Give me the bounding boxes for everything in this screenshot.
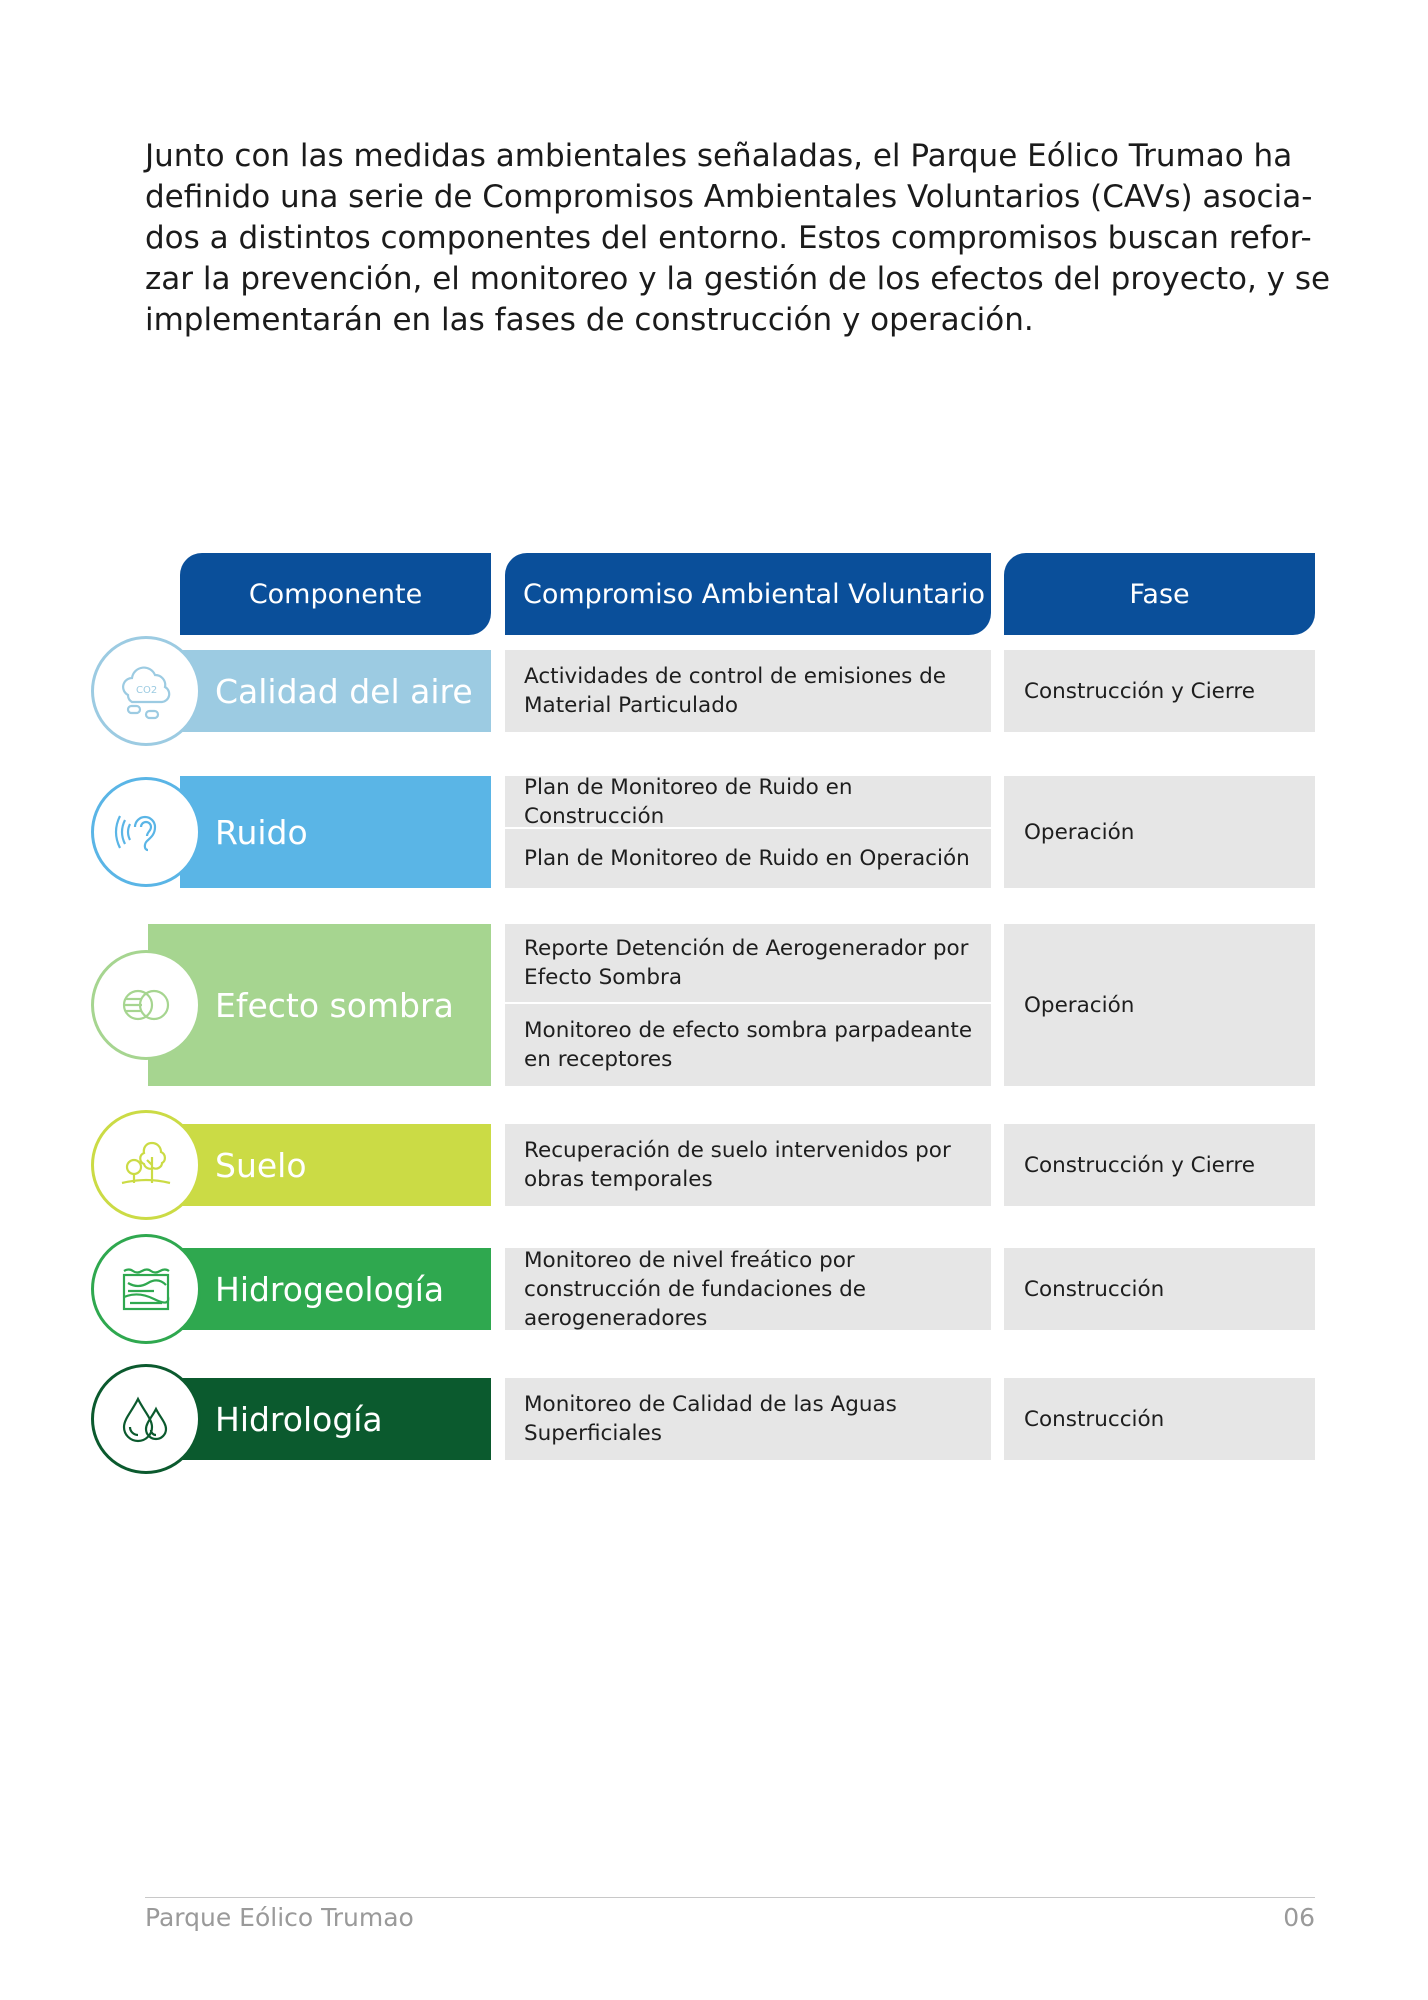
component-label: Hidrología — [215, 1399, 383, 1439]
page-number: 06 — [1283, 1903, 1315, 1932]
intro-line: implementarán en las fases de construcción y operación. — [145, 302, 1034, 338]
intro-line: zar la prevención, el monitoreo y la gestión de los efectos del proyecto, y se — [145, 261, 1331, 297]
shadow-flicker-icon — [91, 950, 201, 1060]
compromiso-cell: Reporte Detención de Aerogenerador por Efecto Sombra — [505, 924, 991, 1002]
fase-cell: Operación — [1004, 924, 1315, 1086]
groundwater-layers-icon — [91, 1234, 201, 1344]
component-label: Efecto sombra — [215, 985, 454, 1025]
svg-text:CO2: CO2 — [136, 685, 158, 696]
water-drops-icon — [91, 1364, 201, 1474]
header-compromiso: Compromiso Ambiental Voluntario — [505, 553, 991, 635]
fase-cell: Construcción y Cierre — [1004, 1124, 1315, 1206]
intro-line: Junto con las medidas ambientales señaladas, el Parque Eólico Trumao ha — [145, 138, 1293, 174]
co2-cloud-icon — [91, 636, 201, 746]
footer-title: Parque Eólico Trumao — [145, 1903, 414, 1932]
intro-line: definido una serie de Compromisos Ambientales Voluntarios (CAVs) asocia- — [145, 179, 1313, 215]
fase-cell: Construcción — [1004, 1248, 1315, 1330]
compromiso-cell: Monitoreo de Calidad de las Aguas Superficiales — [505, 1378, 991, 1460]
compromiso-cell: Monitoreo de nivel freático por construcción de fundaciones de aerogeneradores — [505, 1248, 991, 1330]
intro-paragraph — [145, 136, 1331, 341]
component-label: Calidad del aire — [215, 671, 473, 711]
compromiso-cell: Recuperación de suelo intervenidos por obras temporales — [505, 1124, 991, 1206]
footer-divider — [145, 1897, 1315, 1898]
component-label: Suelo — [215, 1145, 307, 1185]
intro-line: dos a distintos componentes del entorno. Estos compromisos buscan refor- — [145, 220, 1312, 256]
fase-cell: Operación — [1004, 776, 1315, 888]
compromiso-cell: Plan de Monitoreo de Ruido en Construcción — [505, 776, 991, 827]
compromiso-cell: Plan de Monitoreo de Ruido en Operación — [505, 829, 991, 888]
fase-cell: Construcción y Cierre — [1004, 650, 1315, 732]
header-componente: Componente — [180, 553, 491, 635]
component-label: Hidrogeología — [215, 1269, 445, 1309]
compromiso-cell: Monitoreo de efecto sombra parpadeante en receptores — [505, 1004, 991, 1086]
compromiso-cell: Actividades de control de emisiones de Material Particulado — [505, 650, 991, 732]
fase-cell: Construcción — [1004, 1378, 1315, 1460]
tree-soil-icon — [91, 1110, 201, 1220]
ear-sound-icon — [91, 777, 201, 887]
header-fase: Fase — [1004, 553, 1315, 635]
component-label: Ruido — [215, 812, 308, 852]
